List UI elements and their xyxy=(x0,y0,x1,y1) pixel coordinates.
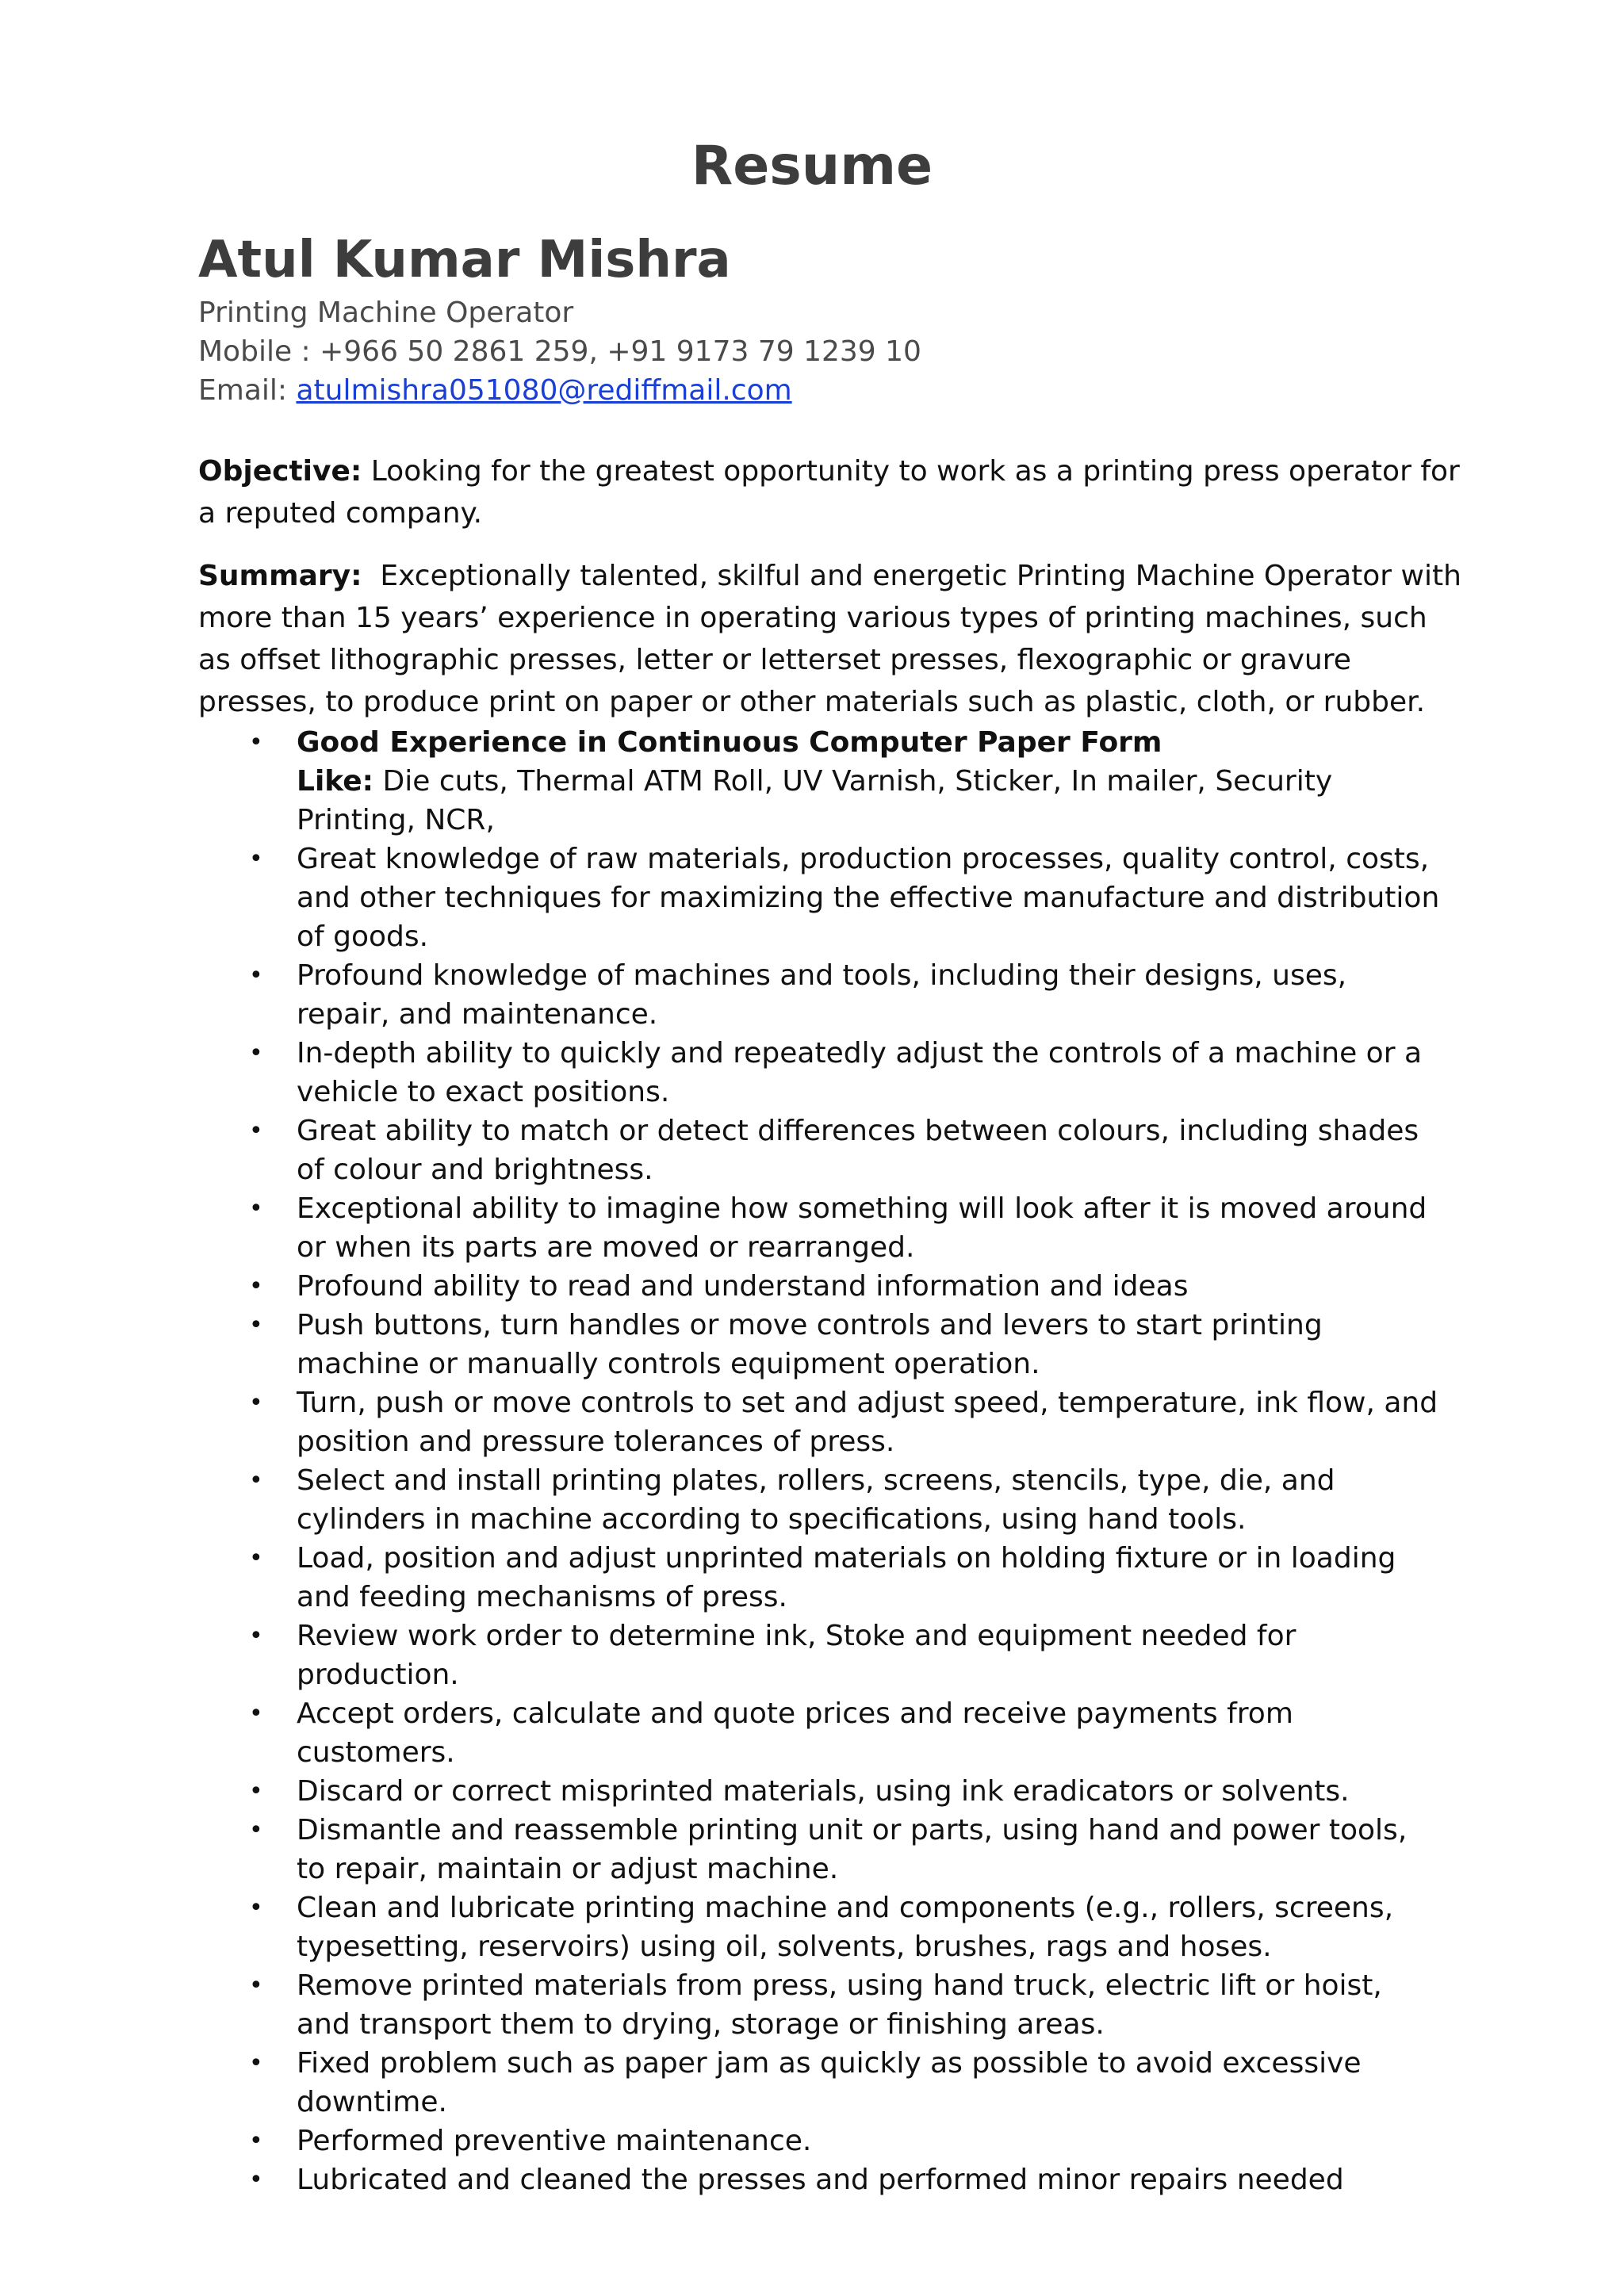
list-item xyxy=(198,1034,1443,1112)
list-item xyxy=(198,1383,1443,1461)
summary-text: Exceptionally talented, skilful and energetic Printing Machine Operator with more than 15 years’ experience in operating various types of printing machines, such as offset lithographic presses, letter or letterset presses, flexographic or gravure presses, to produce print on paper or other materials such as plastic, cloth, or rubber. xyxy=(198,560,1461,718)
list-item-text: Profound ability to read and understand information and ideas xyxy=(297,1270,1189,1303)
bullet-icon: • xyxy=(249,1195,263,1223)
list-item-text: In-depth ability to quickly and repeatedly adjust the controls of a machine or a vehicle to exact positions. xyxy=(297,1037,1423,1108)
list-item-text: Great ability to match or detect differences between colours, including shades of colour and brightness. xyxy=(297,1115,1419,1186)
bullet-icon: • xyxy=(249,1311,263,1339)
list-item xyxy=(198,840,1443,956)
list-item xyxy=(198,1811,1443,1888)
bullet-icon: • xyxy=(249,1389,263,1417)
mobile-numbers: Mobile : +966 50 2861 259, +91 9173 79 1239 10 xyxy=(198,335,921,368)
email-label: Email: xyxy=(198,374,288,407)
bullet-icon: • xyxy=(249,1700,263,1728)
list-item-text: Great knowledge of raw materials, production processes, quality control, costs, and other techniques for maximizing the effective manufacture and distribution of goods. xyxy=(297,843,1440,953)
bullet-icon: • xyxy=(249,1894,263,1922)
list-item xyxy=(198,1617,1443,1694)
list-item xyxy=(198,1772,1443,1811)
bullet-icon: • xyxy=(249,1467,263,1494)
list-item-text: Performed preventive maintenance. xyxy=(297,2125,812,2157)
list-item-text: Turn, push or move controls to set and adjust speed, temperature, ink flow, and position and pressure tolerances of press. xyxy=(297,1387,1438,1458)
bullet-icon: • xyxy=(249,1544,263,1572)
list-item-text: Discard or correct misprinted materials, using ink eradicators or solvents. xyxy=(297,1775,1350,1808)
list-item-text: Profound knowledge of machines and tools, including their designs, uses, repair, and maintenance. xyxy=(297,959,1347,1031)
bullet-icon: • xyxy=(249,1117,263,1145)
bullet-icon: • xyxy=(249,1972,263,1999)
job-role: Printing Machine Operator xyxy=(198,297,574,329)
list-item xyxy=(198,1461,1443,1539)
bullet-icon: • xyxy=(249,1272,263,1300)
list-item-text: Push buttons, turn handles or move controls and levers to start printing machine or manually controls equipment operation. xyxy=(297,1309,1323,1380)
email-link[interactable]: atulmishra051080@rediffmail.com xyxy=(296,374,792,407)
list-item-text: Load, position and adjust unprinted materials on holding fixture or in loading and feeding mechanisms of press. xyxy=(297,1542,1396,1613)
list-item xyxy=(198,1112,1443,1189)
list-item-text: Dismantle and reassemble printing unit or parts, using hand and power tools, to repair, maintain or adjust machine. xyxy=(297,1814,1408,1885)
list-item xyxy=(198,1966,1443,2044)
list-item-text: Remove printed materials from press, using hand truck, electric lift or hoist, and transport them to drying, storage or finishing areas. xyxy=(297,1969,1382,2041)
bullet-icon: • xyxy=(249,1777,263,1805)
list-item xyxy=(198,1539,1443,1617)
bullet-icon: • xyxy=(249,1622,263,1650)
contact-block xyxy=(198,293,921,410)
list-item xyxy=(198,2160,1443,2199)
list-item xyxy=(198,1189,1443,1267)
list-item xyxy=(198,956,1443,1034)
list-item-text: Select and install printing plates, rollers, screens, stencils, type, die, and cylinders in machine according to specifications, using hand tools. xyxy=(297,1464,1335,1536)
document-title: Resume xyxy=(691,135,933,197)
candidate-name: Atul Kumar Mishra xyxy=(198,231,731,289)
list-item xyxy=(198,1267,1443,1306)
bullet-icon: • xyxy=(249,1039,263,1067)
list-item-text: Clean and lubricate printing machine and components (e.g., rollers, screens, typesetting, reservoirs) using oil, solvents, brushes, rags and hoses. xyxy=(297,1892,1394,1963)
list-item xyxy=(198,1694,1443,1772)
list-item xyxy=(198,2044,1443,2122)
summary-paragraph xyxy=(198,555,1467,723)
email-line xyxy=(198,371,921,410)
summary-label: Summary: xyxy=(198,560,362,592)
bullet-icon: • xyxy=(249,2166,263,2194)
objective-text: Looking for the greatest opportunity to work as a printing press operator for a reputed company. xyxy=(198,455,1460,530)
list-item xyxy=(198,1888,1443,1966)
bullet-icon: • xyxy=(249,729,263,756)
like-label: Like: xyxy=(297,765,374,798)
list-item-text: Accept orders, calculate and quote prices and receive payments from customers. xyxy=(297,1697,1293,1769)
list-item-text: Review work order to determine ink, Stoke and equipment needed for production. xyxy=(297,1620,1297,1691)
bullet-icon: • xyxy=(249,2049,263,2077)
list-item-text: Lubricated and cleaned the presses and performed minor repairs needed xyxy=(297,2164,1344,2196)
experience-heading: Good Experience in Continuous Computer Paper Form xyxy=(297,726,1162,759)
bullet-icon: • xyxy=(249,845,263,873)
list-item xyxy=(198,723,1443,840)
like-text: Die cuts, Thermal ATM Roll, UV Varnish, Sticker, In mailer, Security Printing, NCR, xyxy=(297,765,1333,836)
list-item-text: Exceptional ability to imagine how something will look after it is moved around or when its parts are moved or rearranged. xyxy=(297,1192,1427,1264)
objective-label: Objective: xyxy=(198,455,362,488)
bullet-icon: • xyxy=(249,962,263,989)
list-item xyxy=(198,2122,1443,2160)
list-item xyxy=(198,1306,1443,1383)
bullet-icon: • xyxy=(249,2127,263,2155)
list-item-text: Fixed problem such as paper jam as quickly as possible to avoid excessive downtime. xyxy=(297,2047,1362,2118)
skills-list xyxy=(198,723,1443,2199)
objective-paragraph xyxy=(198,450,1467,534)
bullet-icon: • xyxy=(249,1816,263,1844)
